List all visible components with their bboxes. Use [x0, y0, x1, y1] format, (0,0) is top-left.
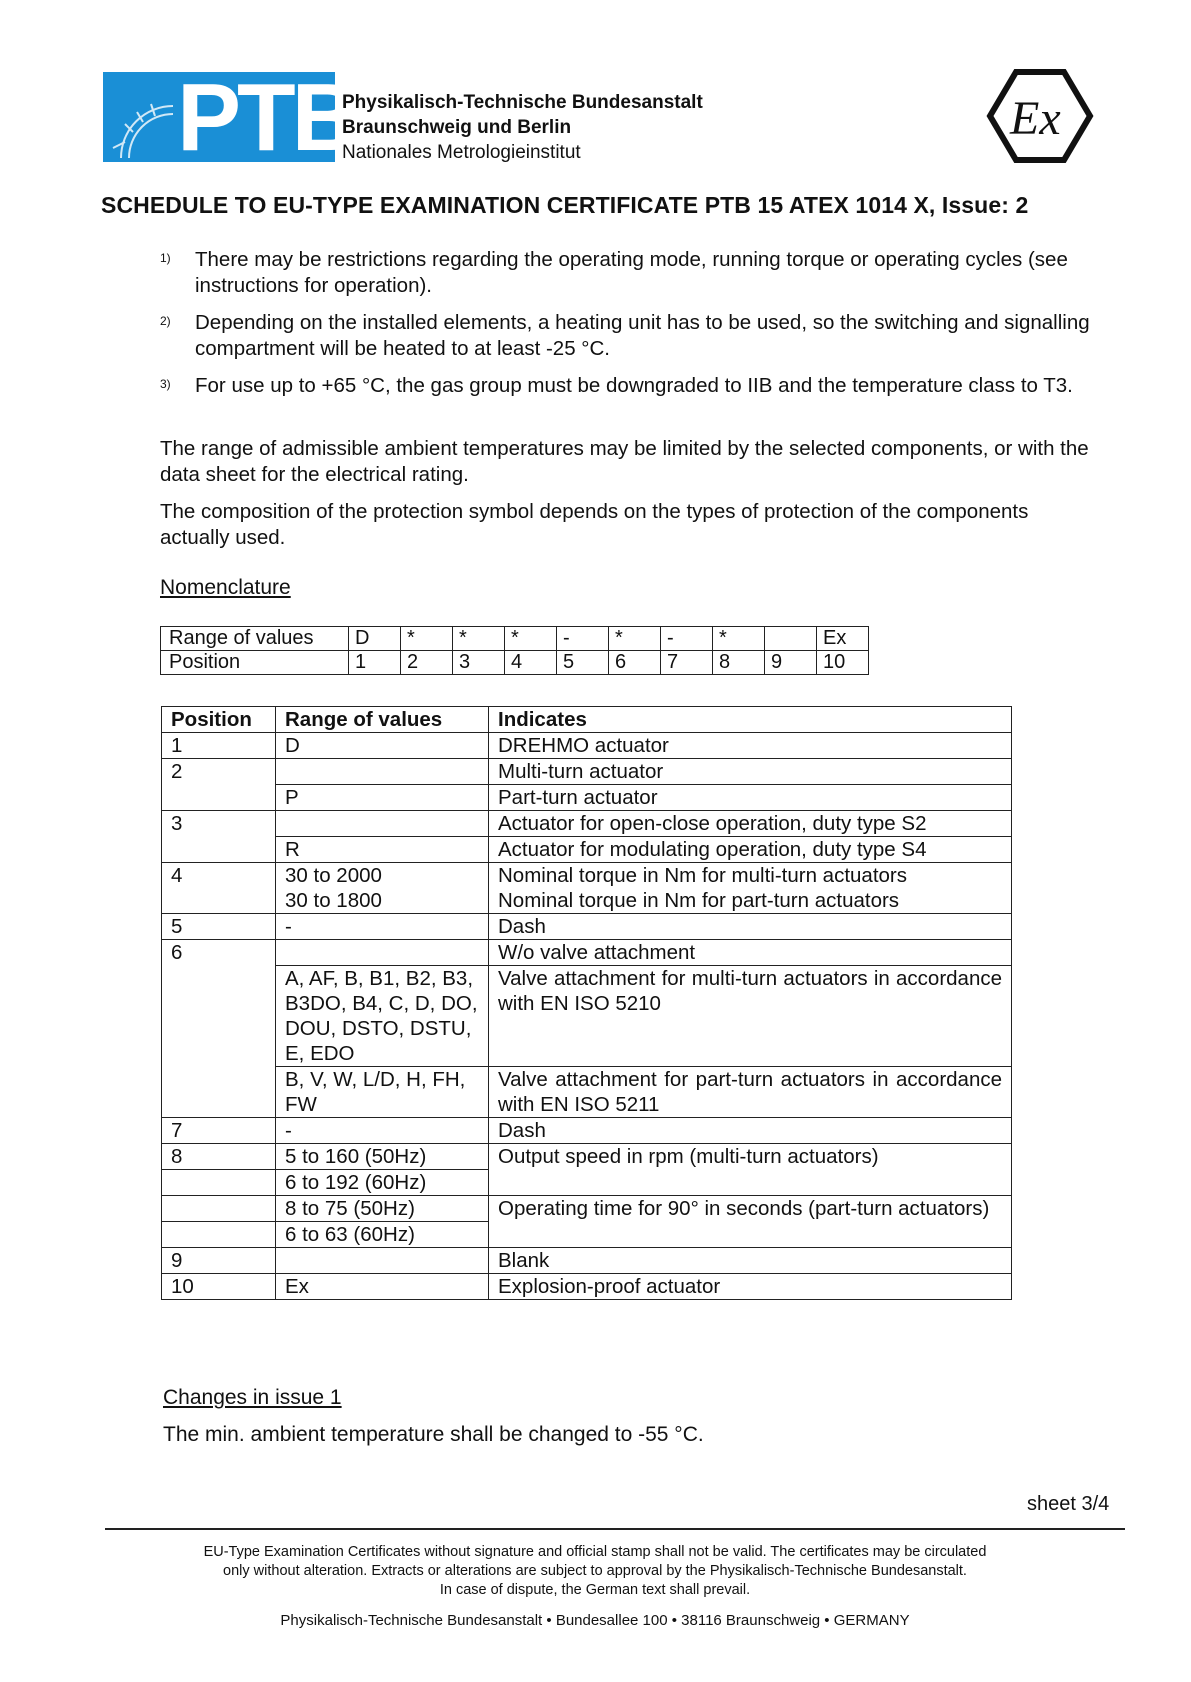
range-cell: * — [401, 627, 453, 651]
footer-notice — [150, 1543, 1040, 1600]
indicates-cell: Operating time for 90° in seconds (part-turn actuators) — [489, 1196, 1012, 1248]
table-row — [162, 1144, 1012, 1170]
range-cell: * — [505, 627, 557, 651]
column-header: Position — [162, 707, 276, 733]
footnote-1 — [160, 247, 1095, 299]
column-header: Indicates — [489, 707, 1012, 733]
position-cell: 8 — [162, 1144, 276, 1170]
ptb-logo — [103, 64, 357, 171]
table-row — [162, 1248, 1012, 1274]
row-label: Range of values — [161, 627, 349, 651]
organisation-block — [342, 90, 703, 165]
indicates-cell: Part-turn actuator — [489, 785, 1012, 811]
position-cell — [162, 837, 276, 863]
position-cell: 3 — [453, 651, 505, 675]
range-cell: D — [276, 733, 489, 759]
table-row — [162, 863, 1012, 889]
indicates-cell: Nominal torque in Nm for part-turn actuators — [489, 888, 1012, 914]
position-cell — [162, 888, 276, 914]
indicates-cell: Output speed in rpm (multi-turn actuators) — [489, 1144, 1012, 1196]
footer-line: only without alteration. Extracts or alterations are subject to approval by the Physikalisch-Technische Bundesanstalt. — [223, 1563, 967, 1579]
position-cell: 8 — [713, 651, 765, 675]
table-row — [162, 1067, 1012, 1118]
range-cell: * — [453, 627, 505, 651]
position-cell: 7 — [661, 651, 713, 675]
position-cell — [162, 785, 276, 811]
indicates-cell: Valve attachment for multi-turn actuators in accordance with EN ISO 5210 — [489, 966, 1012, 1067]
footer-address: Physikalisch-Technische Bundesanstalt • Bundesallee 100 • 38116 Braunschweig • GERMANY — [280, 1612, 910, 1629]
position-cell — [162, 1067, 276, 1118]
position-cell: 4 — [162, 863, 276, 889]
position-cell: 9 — [765, 651, 817, 675]
indicates-cell: Blank — [489, 1248, 1012, 1274]
position-cell — [162, 1196, 276, 1222]
position-cell: 4 — [505, 651, 557, 675]
position-cell: 10 — [817, 651, 869, 675]
range-cell — [276, 940, 489, 966]
changes-heading: Changes in issue 1 — [163, 1386, 342, 1409]
position-cell — [162, 1222, 276, 1248]
footer-line: In case of dispute, the German text shall prevail. — [439, 1582, 751, 1598]
range-cell: Ex — [817, 627, 869, 651]
position-cell: 6 — [162, 940, 276, 966]
position-cell: 2 — [162, 759, 276, 785]
nomenclature-table — [160, 626, 869, 675]
position-cell: 6 — [609, 651, 661, 675]
footnote-2 — [160, 310, 1095, 362]
paragraph-protection-symbol: The composition of the protection symbol depends on the types of protection of the components actually used. — [160, 500, 1029, 549]
position-cell: 2 — [401, 651, 453, 675]
table-row — [162, 759, 1012, 785]
table-row — [162, 1118, 1012, 1144]
table-row — [162, 837, 1012, 863]
footnote-mark: 2) — [160, 314, 171, 328]
position-cell — [162, 1170, 276, 1196]
range-cell: 30 to 1800 — [276, 888, 489, 914]
footnote-3 — [160, 373, 1095, 399]
range-cell: 6 to 63 (60Hz) — [276, 1222, 489, 1248]
range-cell: 30 to 2000 — [276, 863, 489, 889]
range-cell: A, AF, B, B1, B2, B3, B3DO, B4, C, D, DO, DOU, DSTO, DSTU, E, EDO — [276, 966, 489, 1067]
position-cell: 1 — [162, 733, 276, 759]
indicates-cell: Actuator for open-close operation, duty type S2 — [489, 811, 1012, 837]
table-row — [162, 1274, 1012, 1300]
range-cell — [276, 1248, 489, 1274]
position-cell: 5 — [557, 651, 609, 675]
changes-text: The min. ambient temperature shall be changed to -55 °C. — [163, 1423, 704, 1446]
range-cell: 8 to 75 (50Hz) — [276, 1196, 489, 1222]
indicates-cell: Explosion-proof actuator — [489, 1274, 1012, 1300]
range-cell: P — [276, 785, 489, 811]
range-cell: - — [276, 1118, 489, 1144]
indicates-cell: Dash — [489, 1118, 1012, 1144]
org-name: Physikalisch-Technische Bundesanstalt — [342, 92, 703, 113]
indicates-cell: Dash — [489, 914, 1012, 940]
nomenclature-heading: Nomenclature — [160, 576, 291, 599]
range-cell — [276, 759, 489, 785]
table-row — [162, 940, 1012, 966]
position-cell: 7 — [162, 1118, 276, 1144]
position-cell — [162, 966, 276, 1067]
footnote-text: For use up to +65 °C, the gas group must be downgraded to IIB and the temperature class to T3. — [195, 374, 1073, 397]
range-cell: * — [713, 627, 765, 651]
footnote-mark: 3) — [160, 377, 171, 391]
footer-divider — [105, 1528, 1125, 1530]
table-row — [162, 733, 1012, 759]
footnote-text: There may be restrictions regarding the operating mode, running torque or operating cycles (see instructions for operation). — [195, 248, 1068, 297]
table-header-row — [162, 707, 1012, 733]
footnote-mark: 1) — [160, 251, 171, 265]
footnote-text: Depending on the installed elements, a heating unit has to be used, so the switching and signalling compartment will be heated to at least -25 °C. — [195, 311, 1090, 360]
indicates-cell: Valve attachment for part-turn actuators in accordance with EN ISO 5211 — [489, 1067, 1012, 1118]
position-cell: 3 — [162, 811, 276, 837]
org-location: Braunschweig und Berlin — [342, 117, 572, 138]
range-cell: 6 to 192 (60Hz) — [276, 1170, 489, 1196]
range-cell: - — [557, 627, 609, 651]
table-row — [161, 651, 869, 675]
table-row — [162, 966, 1012, 1067]
range-cell: Ex — [276, 1274, 489, 1300]
range-cell: * — [609, 627, 661, 651]
range-cell: - — [661, 627, 713, 651]
row-label: Position — [161, 651, 349, 675]
column-header: Range of values — [276, 707, 489, 733]
sheet-number: sheet 3/4 — [1027, 1493, 1110, 1515]
position-cell: 5 — [162, 914, 276, 940]
table-row — [162, 811, 1012, 837]
logo-lettering: PTB — [177, 64, 357, 171]
range-cell: R — [276, 837, 489, 863]
table-row — [161, 627, 869, 651]
footer-line: EU-Type Examination Certificates without signature and official stamp shall not be valid. The certificates may be circulated — [203, 1544, 987, 1560]
indicates-cell: DREHMO actuator — [489, 733, 1012, 759]
range-cell: B, V, W, L/D, H, FH, FW — [276, 1067, 489, 1118]
position-cell: 10 — [162, 1274, 276, 1300]
range-cell — [765, 627, 817, 651]
org-subtitle: Nationales Metrologieinstitut — [342, 142, 581, 163]
range-cell: 5 to 160 (50Hz) — [276, 1144, 489, 1170]
table-row — [162, 785, 1012, 811]
table-row — [162, 888, 1012, 914]
indicates-cell: Actuator for modulating operation, duty type S4 — [489, 837, 1012, 863]
document-title: SCHEDULE TO EU-TYPE EXAMINATION CERTIFICATE PTB 15 ATEX 1014 X, Issue: 2 — [101, 192, 1029, 218]
ex-mark-text: Ex — [1010, 92, 1061, 145]
position-table — [161, 706, 1012, 1300]
ex-hexagon-icon — [986, 68, 1094, 164]
indicates-cell: W/o valve attachment — [489, 940, 1012, 966]
position-cell: 9 — [162, 1248, 276, 1274]
paragraph-temperature: The range of admissible ambient temperatures may be limited by the selected components, or with the data sheet for the electrical rating. — [160, 437, 1089, 486]
range-cell: - — [276, 914, 489, 940]
indicates-cell: Nominal torque in Nm for multi-turn actuators — [489, 863, 1012, 889]
table-row — [162, 1196, 1012, 1222]
indicates-cell: Multi-turn actuator — [489, 759, 1012, 785]
range-cell — [276, 811, 489, 837]
range-cell: D — [349, 627, 401, 651]
table-row — [162, 914, 1012, 940]
position-cell: 1 — [349, 651, 401, 675]
